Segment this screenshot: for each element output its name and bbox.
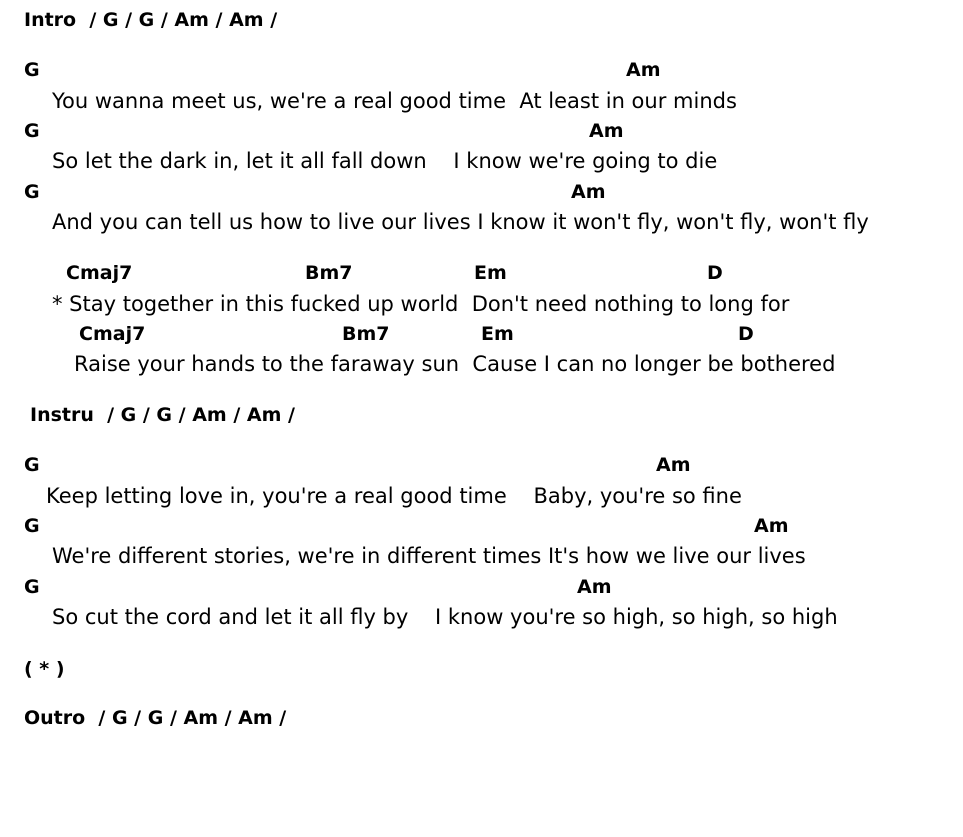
verse1-line1-chord-g: G [24, 59, 40, 81]
verse1-line1-lyric: You wanna meet us, we're a real good time At least in our minds [52, 89, 737, 113]
verse1-line3-chord-g: G [24, 181, 40, 203]
verse2-line1-chord-am: Am [656, 454, 691, 476]
verse1-line3-chord-am: Am [571, 181, 606, 203]
chorus-line1-chord-d: D [707, 262, 723, 284]
verse2-line3-chord-am: Am [577, 576, 612, 598]
verse2-line2-chord-am: Am [754, 515, 789, 537]
chorus-repeat-marker: ( * ) [24, 658, 65, 680]
chorus-line1-chord-em: Em [474, 262, 507, 284]
verse2-line3-chord-g: G [24, 576, 40, 598]
verse1-line3-lyric: And you can tell us how to live our lives I know it won't fly, won't fly, won't fly [52, 210, 869, 234]
verse1-line2-lyric: So let the dark in, let it all fall down I know we're going to die [52, 149, 718, 173]
chorus-line2-chord-bm7: Bm7 [342, 323, 390, 345]
verse1-line1-chord-am: Am [626, 59, 661, 81]
verse2-line1-lyric: Keep letting love in, you're a real good time Baby, you're so fine [46, 484, 742, 508]
chorus-line2-lyric: Raise your hands to the faraway sun Cause I can no longer be bothered [74, 352, 836, 376]
intro-line: Intro / G / G / Am / Am / [24, 9, 278, 31]
chorus-line1-lyric: * Stay together in this fucked up world Don't need nothing to long for [52, 292, 790, 316]
verse2-line3-lyric: So cut the cord and let it all fly by I know you're so high, so high, so high [52, 605, 838, 629]
verse1-line2-chord-g: G [24, 120, 40, 142]
verse2-line2-lyric: We're different stories, we're in different times It's how we live our lives [52, 544, 806, 568]
instru-line: Instru / G / G / Am / Am / [30, 404, 295, 426]
chorus-line1-chord-cmaj7: Cmaj7 [66, 262, 133, 284]
chorus-line2-chord-em: Em [481, 323, 514, 345]
chorus-line2-chord-d: D [738, 323, 754, 345]
outro-line: Outro / G / G / Am / Am / [24, 707, 287, 729]
chorus-line2-chord-cmaj7: Cmaj7 [79, 323, 146, 345]
verse1-line2-chord-am: Am [589, 120, 624, 142]
chorus-line1-chord-bm7: Bm7 [305, 262, 353, 284]
verse2-line2-chord-g: G [24, 515, 40, 537]
verse2-line1-chord-g: G [24, 454, 40, 476]
